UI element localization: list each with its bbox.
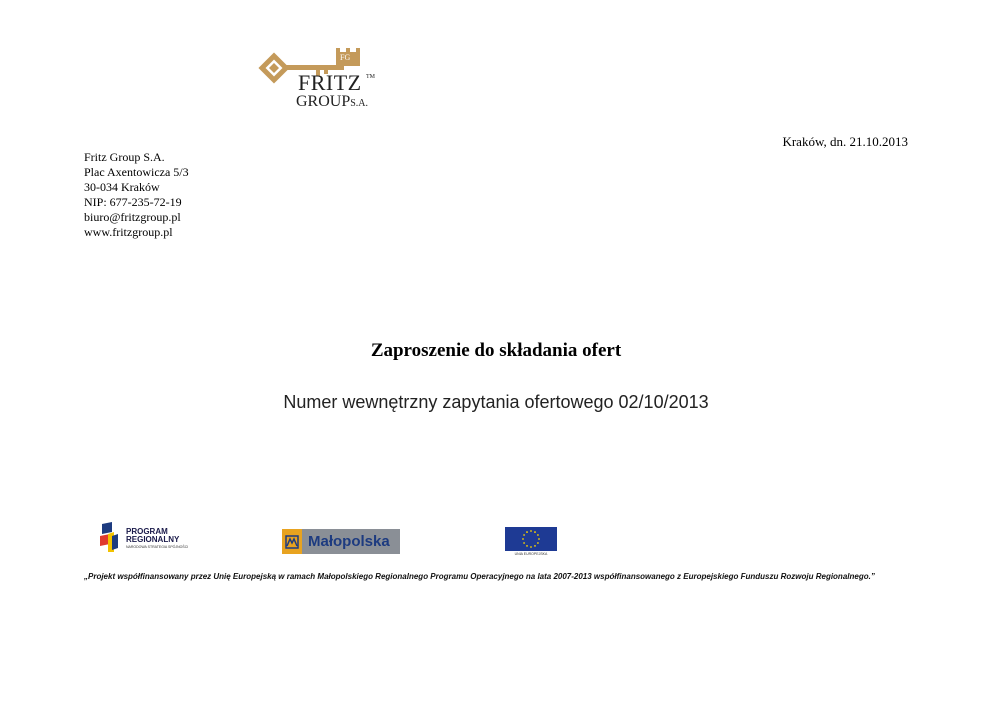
address-email: biuro@fritzgroup.pl <box>84 210 181 224</box>
program-regionalny-icon <box>100 522 120 552</box>
program-regionalny-text: PROGRAM REGIONALNY <box>126 527 180 544</box>
logo-wordmark-group: GROUPS.A. <box>296 93 369 110</box>
malopolska-emblem-icon <box>282 529 302 554</box>
fritz-group-logo <box>254 44 394 114</box>
eu-star-icon <box>526 545 528 547</box>
document-date: Kraków, dn. 21.10.2013 <box>782 134 908 149</box>
malopolska-logo <box>282 529 400 554</box>
eu-logo <box>504 527 558 557</box>
eu-star-icon <box>537 542 539 544</box>
address-city: 30-034 Kraków <box>84 180 160 194</box>
eu-flag-icon <box>505 527 557 551</box>
eu-star-icon <box>530 530 532 532</box>
logo-sa: S.A. <box>350 98 369 109</box>
eu-star-icon <box>523 534 525 536</box>
program-regionalny-tagline: NARODOWA STRATEGIA SPÓJNOŚCI <box>126 545 189 549</box>
eu-star-icon <box>537 534 539 536</box>
logo-wordmark-fritz: FRITZ <box>298 70 362 95</box>
eu-star-icon <box>523 542 525 544</box>
cofinancing-footnote: „Projekt współfinansowany przez Unię Europejską w ramach Małopolskiego Regionalnego Programu Operacyjnego na lata 2007-2013 współfinansowanego z Europejskiego Funduszu Rozwoju Regionalnego.” <box>84 572 875 581</box>
malopolska-name: Małopolska <box>308 533 390 550</box>
logo-trademark: TM <box>366 74 375 80</box>
eu-star-icon <box>530 546 532 548</box>
eu-caption: UNIA EUROPEJSKA <box>514 552 548 556</box>
eu-star-icon <box>526 531 528 533</box>
eu-star-icon <box>538 538 540 540</box>
eu-star-icon <box>534 531 536 533</box>
address-website: www.fritzgroup.pl <box>84 225 173 239</box>
document-title: Zaproszenie do składania ofert <box>370 340 622 361</box>
sender-address <box>84 150 189 240</box>
document-subtitle: Numer wewnętrzny zapytania ofertowego 02/10/2013 <box>283 392 709 412</box>
address-company-name: Fritz Group S.A. <box>84 150 165 164</box>
program-regionalny-logo <box>100 520 210 554</box>
eu-star-icon <box>534 545 536 547</box>
eu-star-icon <box>522 538 524 540</box>
address-street: Plac Axentowicza 5/3 <box>84 165 189 179</box>
address-nip: NIP: 677-235-72-19 <box>84 195 182 209</box>
logo-fg-badge: FG <box>340 53 351 62</box>
